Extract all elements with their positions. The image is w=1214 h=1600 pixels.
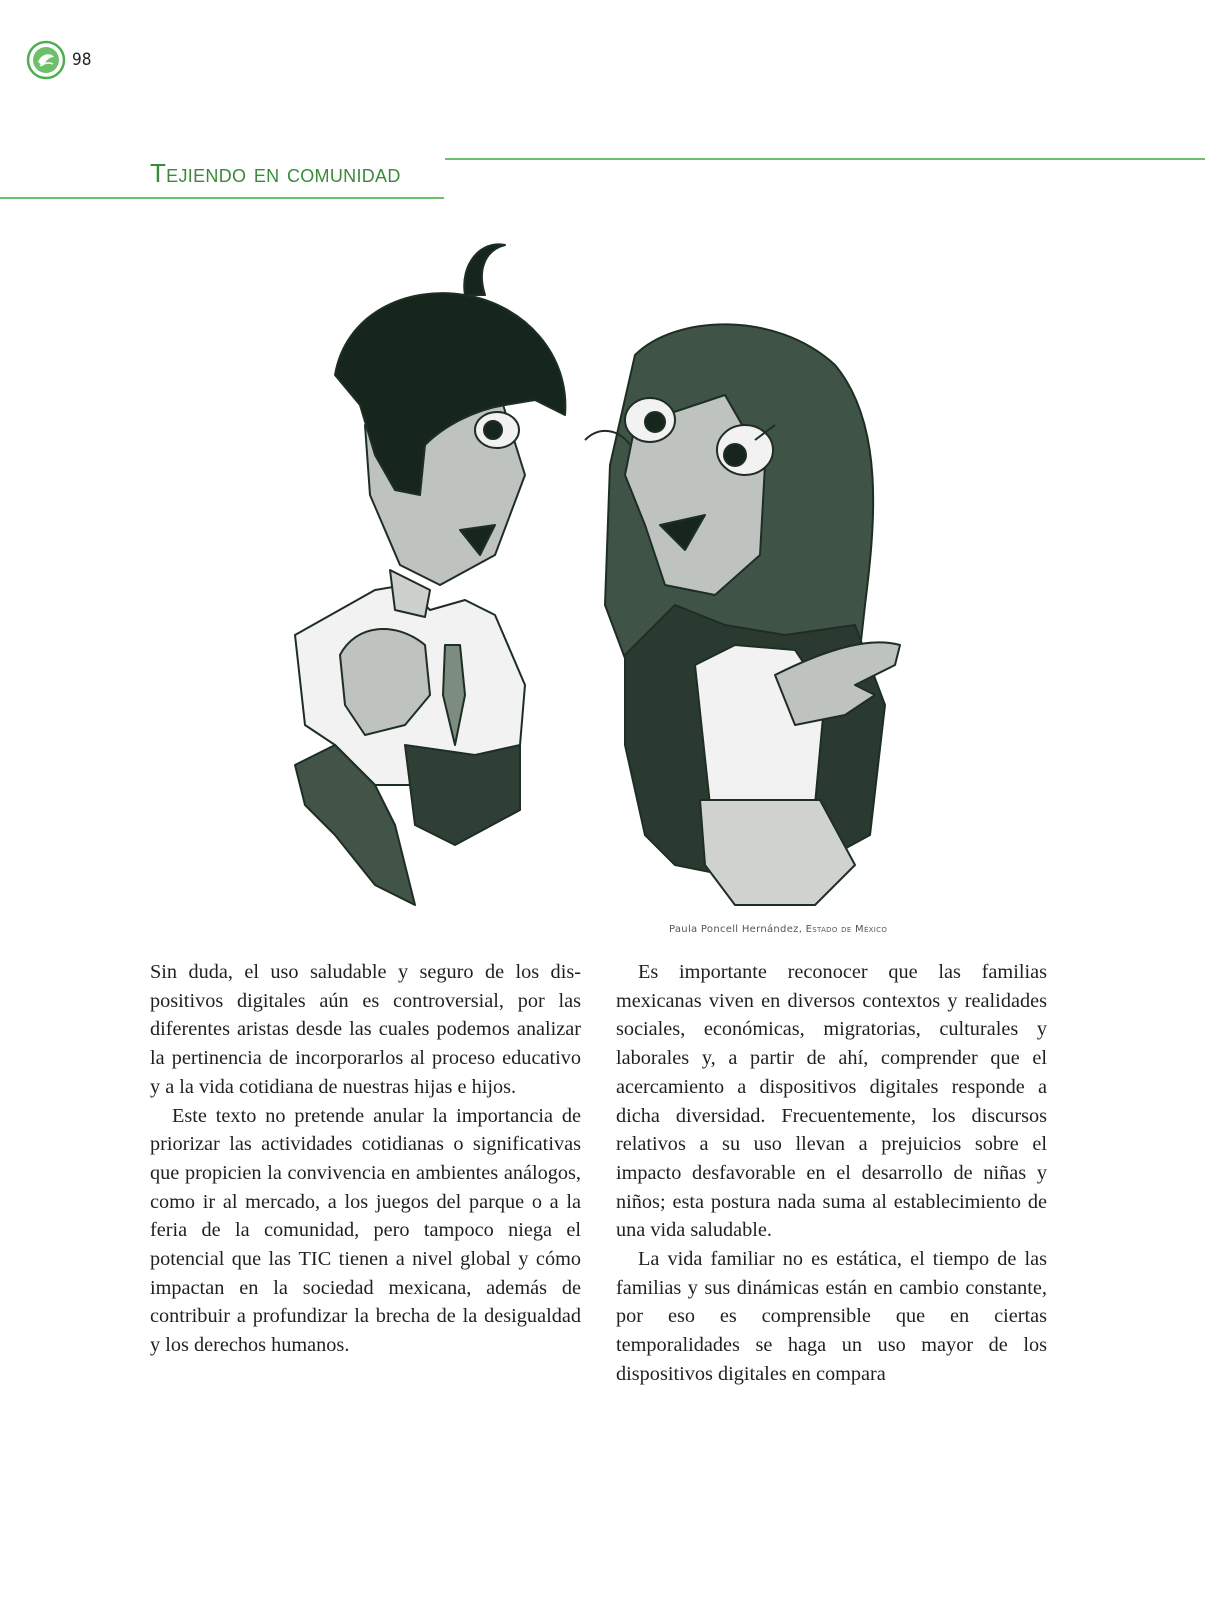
- header-rule-top: [445, 158, 1205, 160]
- two-characters-illustration: [255, 225, 945, 930]
- page-number: 98: [72, 50, 92, 70]
- left-paragraph-2-part-b: tienen a nivel global y cómo impactan en la sociedad mexicana, además de contribuir a profundizar la brecha de la desigualdad y los derechos humanos.: [150, 1248, 581, 1357]
- right-column: [616, 958, 1047, 1389]
- right-paragraph-1: Es importante reconocer que las familias mexicanas viven en diversos contextos y realidades sociales, económicas, migratorias, culturales y laborales y, a partir de ahí, comprender que el acercamiento a dispositivos digitales responde a dicha diversidad. Frecuentemente, los discursos relativos a su uso llevan a prejuicios sobre el impacto desfavorable en el desarrollo de niñas y niños; esta postura nada suma al establecimiento de una vida saludable.: [616, 961, 1047, 1242]
- section-title: Tejiendo en comunidad: [150, 158, 401, 188]
- leaf-circle-logo-icon: [26, 40, 66, 80]
- left-paragraph-1: Sin duda, el uso saludable y seguro de los dispositivos digitales aún es controversial, por las diferentes aristas desde las cuales podemos analizar la pertinencia de incorporarlos al proceso educativo y a la vida cotidiana de nuestras hijas e hijos.: [150, 961, 581, 1098]
- illustration-credit: [669, 924, 887, 935]
- left-paragraph-2: [150, 1102, 581, 1360]
- header-rule-bottom: [0, 197, 444, 199]
- right-paragraph-2: La vida familiar no es estática, el tiempo de las familias y sus dinámicas están en cambio constante, por eso es comprensible que en ciertas temporalidades se haga un uso mayor de los dispositivos digitales en compara: [616, 1248, 1047, 1385]
- boy-figure: [295, 244, 565, 905]
- left-column: [150, 958, 581, 1360]
- left-paragraph-2-part-a: Este texto no pretende anular la importancia de priorizar las actividades cotidianas o significativas que propicien la convivencia en ambientes análogos, como ir al mercado, a los juegos del parque o a la feria de la comunidad, pero tampoco niega el potencial que las: [150, 1104, 581, 1271]
- credit-author: Paula Poncell Hernández,: [669, 924, 806, 935]
- page-header: [26, 40, 91, 80]
- credit-place: Estado de México: [805, 924, 888, 935]
- tic-abbreviation: TIC: [298, 1248, 332, 1271]
- girl-figure: [585, 324, 900, 905]
